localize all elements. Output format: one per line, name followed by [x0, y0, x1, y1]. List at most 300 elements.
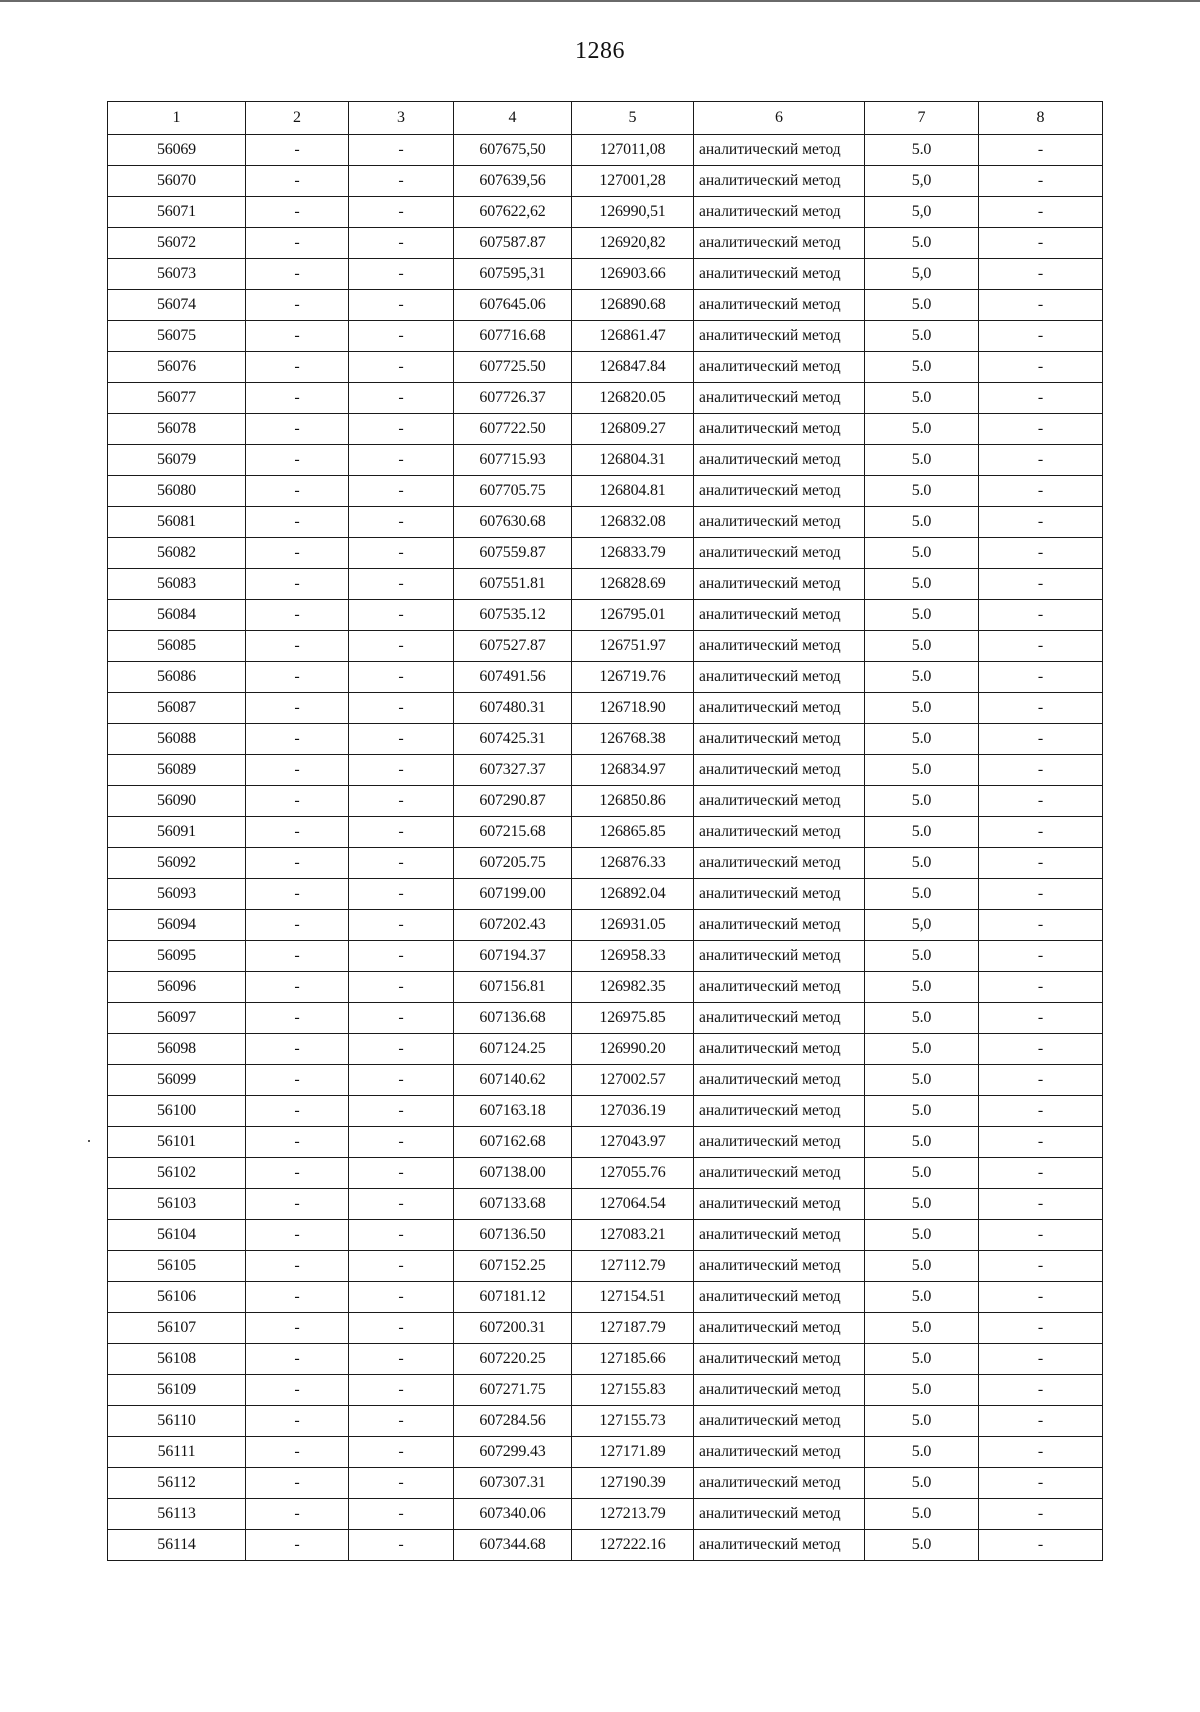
col3-cell: - — [349, 693, 454, 724]
table-row — [108, 135, 1103, 166]
method-cell: аналитический метод — [694, 1406, 865, 1437]
table-row — [108, 1220, 1103, 1251]
col3-cell: - — [349, 1437, 454, 1468]
method-cell: аналитический метод — [694, 631, 865, 662]
accuracy-cell: 5.0 — [865, 135, 979, 166]
col8-cell: - — [979, 1499, 1103, 1530]
y-coordinate-cell: 126832.08 — [572, 507, 694, 538]
method-cell: аналитический метод — [694, 1437, 865, 1468]
point-number-cell: 56085 — [108, 631, 246, 662]
col3-cell: - — [349, 1499, 454, 1530]
method-cell: аналитический метод — [694, 290, 865, 321]
y-coordinate-cell: 126931.05 — [572, 910, 694, 941]
col2-cell: - — [246, 414, 349, 445]
point-number-cell: 56078 — [108, 414, 246, 445]
col2-cell: - — [246, 383, 349, 414]
col8-cell: - — [979, 352, 1103, 383]
accuracy-cell: 5.0 — [865, 1282, 979, 1313]
col3-cell: - — [349, 228, 454, 259]
table-row — [108, 569, 1103, 600]
page-number: 1286 — [575, 38, 625, 64]
col8-cell: - — [979, 693, 1103, 724]
y-coordinate-cell: 126990,51 — [572, 197, 694, 228]
method-cell: аналитический метод — [694, 1096, 865, 1127]
x-coordinate-cell: 607284.56 — [454, 1406, 572, 1437]
col2-cell: - — [246, 879, 349, 910]
table-row — [108, 1251, 1103, 1282]
accuracy-cell: 5.0 — [865, 1189, 979, 1220]
point-number-cell: 56099 — [108, 1065, 246, 1096]
col3-cell: - — [349, 817, 454, 848]
x-coordinate-cell: 607194.37 — [454, 941, 572, 972]
x-coordinate-cell: 607425.31 — [454, 724, 572, 755]
col2-cell: - — [246, 1034, 349, 1065]
col3-cell: - — [349, 662, 454, 693]
accuracy-cell: 5.0 — [865, 848, 979, 879]
method-cell: аналитический метод — [694, 1034, 865, 1065]
col8-cell: - — [979, 445, 1103, 476]
col8-cell: - — [979, 910, 1103, 941]
col2-cell: - — [246, 1003, 349, 1034]
col8-cell: - — [979, 321, 1103, 352]
col3-cell: - — [349, 1344, 454, 1375]
y-coordinate-cell: 126975.85 — [572, 1003, 694, 1034]
method-cell: аналитический метод — [694, 414, 865, 445]
col2-cell: - — [246, 259, 349, 290]
col2-cell: - — [246, 786, 349, 817]
accuracy-cell: 5.0 — [865, 414, 979, 445]
col8-cell: - — [979, 755, 1103, 786]
x-coordinate-cell: 607587.87 — [454, 228, 572, 259]
table-row — [108, 290, 1103, 321]
point-number-cell: 56094 — [108, 910, 246, 941]
y-coordinate-cell: 126834.97 — [572, 755, 694, 786]
y-coordinate-cell: 126809.27 — [572, 414, 694, 445]
y-coordinate-cell: 126861.47 — [572, 321, 694, 352]
point-number-cell: 56083 — [108, 569, 246, 600]
col3-cell: - — [349, 910, 454, 941]
table-row — [108, 1437, 1103, 1468]
point-number-cell: 56103 — [108, 1189, 246, 1220]
x-coordinate-cell: 607181.12 — [454, 1282, 572, 1313]
col3-cell: - — [349, 414, 454, 445]
point-number-cell: 56088 — [108, 724, 246, 755]
x-coordinate-cell: 607138.00 — [454, 1158, 572, 1189]
point-number-cell: 56079 — [108, 445, 246, 476]
y-coordinate-cell: 127002.57 — [572, 1065, 694, 1096]
table-row — [108, 1127, 1103, 1158]
col3-cell: - — [349, 1034, 454, 1065]
y-coordinate-cell: 126958.33 — [572, 941, 694, 972]
point-number-cell: 56082 — [108, 538, 246, 569]
table-row — [108, 600, 1103, 631]
method-cell: аналитический метод — [694, 445, 865, 476]
col8-cell: - — [979, 972, 1103, 1003]
x-coordinate-cell: 607140.62 — [454, 1065, 572, 1096]
y-coordinate-cell: 126795.01 — [572, 600, 694, 631]
x-coordinate-cell: 607725.50 — [454, 352, 572, 383]
accuracy-cell: 5.0 — [865, 600, 979, 631]
col2-cell: - — [246, 569, 349, 600]
col8-cell: - — [979, 879, 1103, 910]
accuracy-cell: 5,0 — [865, 259, 979, 290]
col8-cell: - — [979, 631, 1103, 662]
accuracy-cell: 5.0 — [865, 321, 979, 352]
table-row — [108, 972, 1103, 1003]
col8-cell: - — [979, 1189, 1103, 1220]
col3-cell: - — [349, 197, 454, 228]
point-number-cell: 56077 — [108, 383, 246, 414]
method-cell: аналитический метод — [694, 972, 865, 1003]
col2-cell: - — [246, 848, 349, 879]
y-coordinate-cell: 127112.79 — [572, 1251, 694, 1282]
col3-cell: - — [349, 259, 454, 290]
y-coordinate-cell: 127036.19 — [572, 1096, 694, 1127]
method-cell: аналитический метод — [694, 538, 865, 569]
col2-cell: - — [246, 1499, 349, 1530]
method-cell: аналитический метод — [694, 507, 865, 538]
x-coordinate-cell: 607705.75 — [454, 476, 572, 507]
col8-cell: - — [979, 538, 1103, 569]
method-cell: аналитический метод — [694, 1220, 865, 1251]
table-row — [108, 166, 1103, 197]
point-number-cell: 56109 — [108, 1375, 246, 1406]
point-number-cell: 56072 — [108, 228, 246, 259]
accuracy-cell: 5.0 — [865, 1034, 979, 1065]
method-cell: аналитический метод — [694, 848, 865, 879]
y-coordinate-cell: 127083.21 — [572, 1220, 694, 1251]
table-row — [108, 1499, 1103, 1530]
accuracy-cell: 5.0 — [865, 1313, 979, 1344]
point-number-cell: 56075 — [108, 321, 246, 352]
table-row — [108, 1003, 1103, 1034]
header-col-4: 4 — [454, 102, 572, 135]
table-row — [108, 1313, 1103, 1344]
col8-cell: - — [979, 1251, 1103, 1282]
col3-cell: - — [349, 476, 454, 507]
header-col-6: 6 — [694, 102, 865, 135]
table-row — [108, 724, 1103, 755]
col3-cell: - — [349, 972, 454, 1003]
point-number-cell: 56098 — [108, 1034, 246, 1065]
x-coordinate-cell: 607124.25 — [454, 1034, 572, 1065]
table-row — [108, 693, 1103, 724]
col8-cell: - — [979, 817, 1103, 848]
col3-cell: - — [349, 1530, 454, 1561]
accuracy-cell: 5.0 — [865, 1344, 979, 1375]
method-cell: аналитический метод — [694, 1065, 865, 1096]
point-number-cell: 56097 — [108, 1003, 246, 1034]
y-coordinate-cell: 126990.20 — [572, 1034, 694, 1065]
col8-cell: - — [979, 786, 1103, 817]
y-coordinate-cell: 126850.86 — [572, 786, 694, 817]
header-col-7: 7 — [865, 102, 979, 135]
col2-cell: - — [246, 1251, 349, 1282]
point-number-cell: 56111 — [108, 1437, 246, 1468]
point-number-cell: 56074 — [108, 290, 246, 321]
col3-cell: - — [349, 631, 454, 662]
method-cell: аналитический метод — [694, 1499, 865, 1530]
col3-cell: - — [349, 1065, 454, 1096]
col8-cell: - — [979, 1065, 1103, 1096]
y-coordinate-cell: 126833.79 — [572, 538, 694, 569]
scan-speck — [88, 1140, 90, 1142]
y-coordinate-cell: 126982.35 — [572, 972, 694, 1003]
table-row — [108, 445, 1103, 476]
col3-cell: - — [349, 538, 454, 569]
method-cell: аналитический метод — [694, 321, 865, 352]
table-body — [108, 135, 1103, 1561]
col3-cell: - — [349, 1375, 454, 1406]
point-number-cell: 56107 — [108, 1313, 246, 1344]
col2-cell: - — [246, 755, 349, 786]
col2-cell: - — [246, 941, 349, 972]
method-cell: аналитический метод — [694, 941, 865, 972]
col3-cell: - — [349, 1003, 454, 1034]
y-coordinate-cell: 126718.90 — [572, 693, 694, 724]
x-coordinate-cell: 607715.93 — [454, 445, 572, 476]
col3-cell: - — [349, 1251, 454, 1282]
col8-cell: - — [979, 414, 1103, 445]
point-number-cell: 56110 — [108, 1406, 246, 1437]
col3-cell: - — [349, 1096, 454, 1127]
accuracy-cell: 5.0 — [865, 1530, 979, 1561]
col2-cell: - — [246, 197, 349, 228]
accuracy-cell: 5,0 — [865, 197, 979, 228]
col2-cell: - — [246, 1375, 349, 1406]
table-row — [108, 817, 1103, 848]
col8-cell: - — [979, 290, 1103, 321]
accuracy-cell: 5.0 — [865, 972, 979, 1003]
y-coordinate-cell: 126903.66 — [572, 259, 694, 290]
col2-cell: - — [246, 166, 349, 197]
col2-cell: - — [246, 507, 349, 538]
point-number-cell: 56071 — [108, 197, 246, 228]
accuracy-cell: 5.0 — [865, 569, 979, 600]
table-row — [108, 1065, 1103, 1096]
table-row — [108, 631, 1103, 662]
point-number-cell: 56106 — [108, 1282, 246, 1313]
col3-cell: - — [349, 383, 454, 414]
col3-cell: - — [349, 1282, 454, 1313]
col8-cell: - — [979, 600, 1103, 631]
x-coordinate-cell: 607299.43 — [454, 1437, 572, 1468]
col3-cell: - — [349, 879, 454, 910]
col2-cell: - — [246, 1282, 349, 1313]
col8-cell: - — [979, 569, 1103, 600]
col2-cell: - — [246, 1437, 349, 1468]
x-coordinate-cell: 607716.68 — [454, 321, 572, 352]
col8-cell: - — [979, 383, 1103, 414]
col2-cell: - — [246, 724, 349, 755]
y-coordinate-cell: 126876.33 — [572, 848, 694, 879]
method-cell: аналитический метод — [694, 817, 865, 848]
method-cell: аналитический метод — [694, 135, 865, 166]
header-col-3: 3 — [349, 102, 454, 135]
method-cell: аналитический метод — [694, 1468, 865, 1499]
y-coordinate-cell: 126804.31 — [572, 445, 694, 476]
col8-cell: - — [979, 1158, 1103, 1189]
point-number-cell: 56093 — [108, 879, 246, 910]
y-coordinate-cell: 126751.97 — [572, 631, 694, 662]
col3-cell: - — [349, 445, 454, 476]
method-cell: аналитический метод — [694, 693, 865, 724]
table-row — [108, 259, 1103, 290]
col2-cell: - — [246, 352, 349, 383]
method-cell: аналитический метод — [694, 1344, 865, 1375]
col8-cell: - — [979, 1313, 1103, 1344]
method-cell: аналитический метод — [694, 1313, 865, 1344]
accuracy-cell: 5.0 — [865, 662, 979, 693]
col2-cell: - — [246, 1096, 349, 1127]
x-coordinate-cell: 607622,62 — [454, 197, 572, 228]
accuracy-cell: 5.0 — [865, 879, 979, 910]
header-row — [108, 102, 1103, 135]
x-coordinate-cell: 607726.37 — [454, 383, 572, 414]
x-coordinate-cell: 607271.75 — [454, 1375, 572, 1406]
method-cell: аналитический метод — [694, 1003, 865, 1034]
table-row — [108, 197, 1103, 228]
x-coordinate-cell: 607200.31 — [454, 1313, 572, 1344]
x-coordinate-cell: 607675,50 — [454, 135, 572, 166]
table-row — [108, 786, 1103, 817]
col8-cell: - — [979, 1282, 1103, 1313]
table-row — [108, 1158, 1103, 1189]
x-coordinate-cell: 607215.68 — [454, 817, 572, 848]
col3-cell: - — [349, 166, 454, 197]
col8-cell: - — [979, 228, 1103, 259]
col8-cell: - — [979, 507, 1103, 538]
method-cell: аналитический метод — [694, 1158, 865, 1189]
col3-cell: - — [349, 321, 454, 352]
col2-cell: - — [246, 290, 349, 321]
point-number-cell: 56108 — [108, 1344, 246, 1375]
table-row — [108, 1375, 1103, 1406]
x-coordinate-cell: 607551.81 — [454, 569, 572, 600]
point-number-cell: 56087 — [108, 693, 246, 724]
col8-cell: - — [979, 1468, 1103, 1499]
table-row — [108, 414, 1103, 445]
x-coordinate-cell: 607344.68 — [454, 1530, 572, 1561]
col8-cell: - — [979, 941, 1103, 972]
method-cell: аналитический метод — [694, 1530, 865, 1561]
col2-cell: - — [246, 1127, 349, 1158]
x-coordinate-cell: 607136.68 — [454, 1003, 572, 1034]
x-coordinate-cell: 607162.68 — [454, 1127, 572, 1158]
point-number-cell: 56070 — [108, 166, 246, 197]
col2-cell: - — [246, 910, 349, 941]
table-row — [108, 1096, 1103, 1127]
header-col-2: 2 — [246, 102, 349, 135]
header-col-8: 8 — [979, 102, 1103, 135]
col3-cell: - — [349, 941, 454, 972]
col8-cell: - — [979, 1003, 1103, 1034]
point-number-cell: 56090 — [108, 786, 246, 817]
method-cell: аналитический метод — [694, 352, 865, 383]
x-coordinate-cell: 607290.87 — [454, 786, 572, 817]
col3-cell: - — [349, 1189, 454, 1220]
scan-top-edge — [0, 0, 1200, 2]
point-number-cell: 56069 — [108, 135, 246, 166]
method-cell: аналитический метод — [694, 1375, 865, 1406]
accuracy-cell: 5.0 — [865, 941, 979, 972]
point-number-cell: 56095 — [108, 941, 246, 972]
accuracy-cell: 5.0 — [865, 476, 979, 507]
point-number-cell: 56091 — [108, 817, 246, 848]
col2-cell: - — [246, 1189, 349, 1220]
col8-cell: - — [979, 1530, 1103, 1561]
col8-cell: - — [979, 259, 1103, 290]
method-cell: аналитический метод — [694, 910, 865, 941]
col2-cell: - — [246, 600, 349, 631]
col2-cell: - — [246, 476, 349, 507]
col3-cell: - — [349, 135, 454, 166]
x-coordinate-cell: 607152.25 — [454, 1251, 572, 1282]
accuracy-cell: 5,0 — [865, 166, 979, 197]
accuracy-cell: 5.0 — [865, 817, 979, 848]
y-coordinate-cell: 127155.83 — [572, 1375, 694, 1406]
x-coordinate-cell: 607205.75 — [454, 848, 572, 879]
x-coordinate-cell: 607327.37 — [454, 755, 572, 786]
method-cell: аналитический метод — [694, 724, 865, 755]
point-number-cell: 56100 — [108, 1096, 246, 1127]
col8-cell: - — [979, 197, 1103, 228]
col2-cell: - — [246, 631, 349, 662]
accuracy-cell: 5.0 — [865, 1499, 979, 1530]
col8-cell: - — [979, 1127, 1103, 1158]
method-cell: аналитический метод — [694, 1282, 865, 1313]
table-row — [108, 662, 1103, 693]
y-coordinate-cell: 126920,82 — [572, 228, 694, 259]
y-coordinate-cell: 126892.04 — [572, 879, 694, 910]
col2-cell: - — [246, 1220, 349, 1251]
col2-cell: - — [246, 1344, 349, 1375]
table-row — [108, 1344, 1103, 1375]
method-cell: аналитический метод — [694, 259, 865, 290]
point-number-cell: 56101 — [108, 1127, 246, 1158]
accuracy-cell: 5.0 — [865, 786, 979, 817]
method-cell: аналитический метод — [694, 755, 865, 786]
col2-cell: - — [246, 1530, 349, 1561]
table-row — [108, 879, 1103, 910]
y-coordinate-cell: 127155.73 — [572, 1406, 694, 1437]
accuracy-cell: 5.0 — [865, 1003, 979, 1034]
accuracy-cell: 5.0 — [865, 445, 979, 476]
accuracy-cell: 5,0 — [865, 910, 979, 941]
col2-cell: - — [246, 135, 349, 166]
table-row — [108, 848, 1103, 879]
x-coordinate-cell: 607202.43 — [454, 910, 572, 941]
table-row — [108, 1468, 1103, 1499]
col2-cell: - — [246, 538, 349, 569]
method-cell: аналитический метод — [694, 166, 865, 197]
x-coordinate-cell: 607491.56 — [454, 662, 572, 693]
header-col-5: 5 — [572, 102, 694, 135]
x-coordinate-cell: 607535.12 — [454, 600, 572, 631]
x-coordinate-cell: 607527.87 — [454, 631, 572, 662]
table-row — [108, 1034, 1103, 1065]
y-coordinate-cell: 127154.51 — [572, 1282, 694, 1313]
col8-cell: - — [979, 476, 1103, 507]
y-coordinate-cell: 127064.54 — [572, 1189, 694, 1220]
x-coordinate-cell: 607722.50 — [454, 414, 572, 445]
point-number-cell: 56080 — [108, 476, 246, 507]
point-number-cell: 56073 — [108, 259, 246, 290]
table-row — [108, 476, 1103, 507]
col8-cell: - — [979, 1406, 1103, 1437]
table-row — [108, 507, 1103, 538]
table-row — [108, 1530, 1103, 1561]
